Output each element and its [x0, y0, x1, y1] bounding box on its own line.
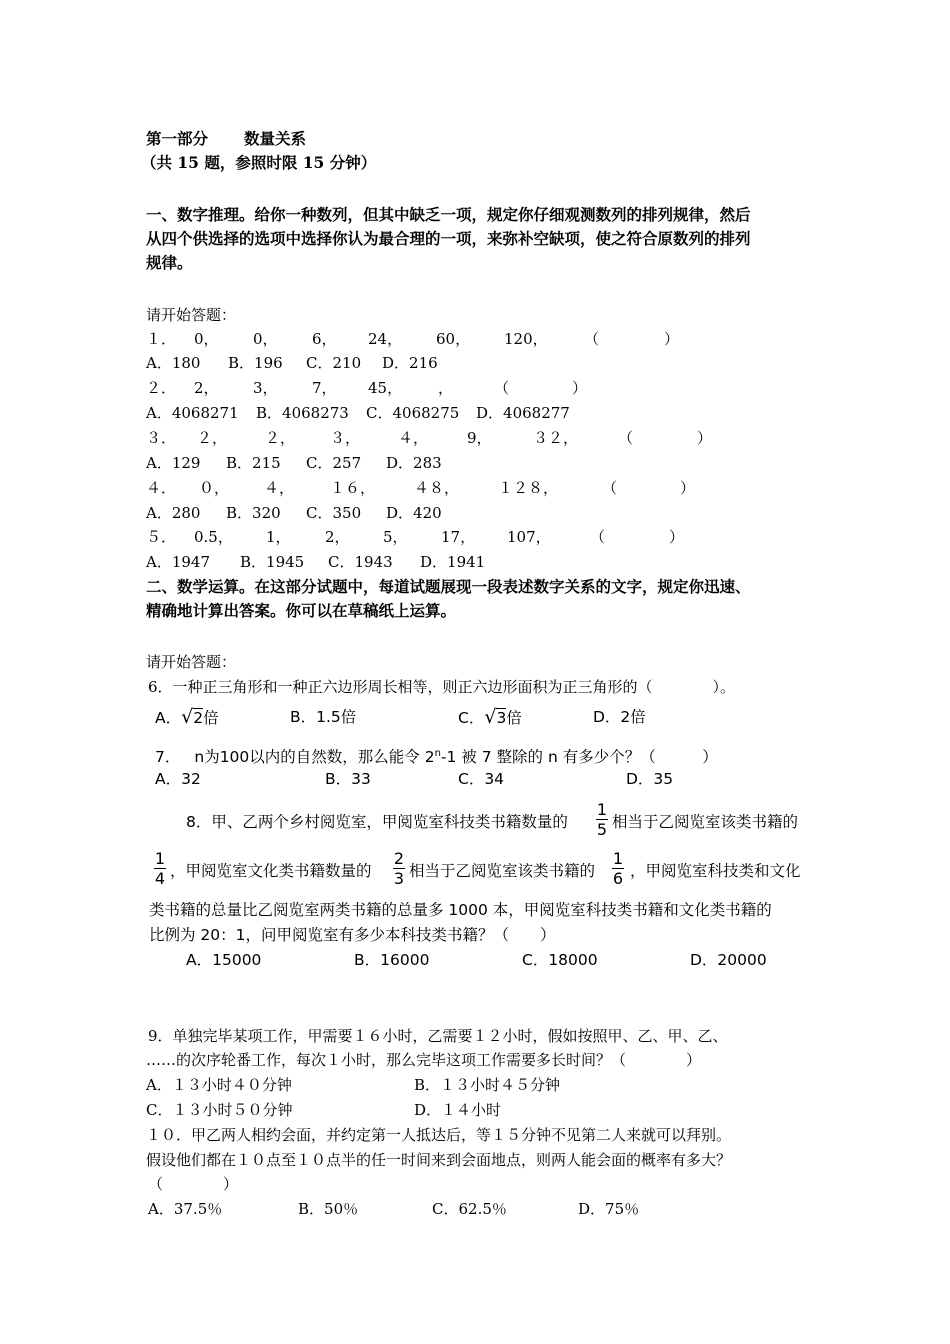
option-d: D．20000: [690, 951, 767, 969]
option-b: B．196: [228, 354, 283, 372]
option-a-label: A．: [155, 709, 182, 727]
question-number: 7．: [155, 748, 181, 767]
option-c: C．257: [306, 454, 362, 472]
option-c: C．62.5％: [432, 1200, 507, 1218]
fraction-1-4: [154, 850, 166, 887]
question-7-text-b: -1 被 7 整除的 n 有多少个？（ ）: [440, 748, 718, 767]
question-9-line2: ……的次序轮番工作，每次１小时，那么完毕这项工作需要多长时间？（ ）: [146, 1051, 702, 1069]
answer-bracket-open: （: [584, 330, 600, 348]
answer-bracket-close: ）: [697, 429, 713, 447]
option-d: D．216: [382, 354, 438, 372]
option-a: A．32: [155, 770, 201, 788]
option-a: [155, 707, 219, 728]
question-number: ５．: [146, 528, 177, 546]
question-number: ４．: [146, 479, 177, 497]
numerator: 1: [612, 849, 624, 868]
option-d: D．283: [386, 454, 442, 472]
sequence-term: 6，: [312, 330, 337, 348]
option-a: A．180: [146, 354, 201, 372]
part2-instruction-line1: 二、数学运算。在这部分试题中，每道试题展现一段表述数字关系的文字，规定你迅速、: [146, 577, 751, 596]
sequence-term: 0，: [253, 330, 278, 348]
denominator: 6: [612, 869, 624, 888]
denominator: 3: [393, 869, 405, 888]
answer-bracket-open: （: [590, 528, 606, 546]
numerator: 1: [596, 800, 608, 819]
sequence-term: ４，: [264, 479, 295, 497]
option-a: A．280: [146, 504, 201, 522]
question-8-line2-a: ，甲阅览室文化类书籍数量的: [170, 862, 372, 880]
part-title: [146, 129, 306, 149]
option-a-radicand: 2: [193, 709, 204, 727]
option-a: A．4068271: [146, 404, 239, 422]
answer-bracket-open: （: [494, 379, 510, 397]
sequence-term: ０，: [199, 479, 230, 497]
option-d: D．1941: [420, 553, 486, 571]
sequence-term: １２８，: [498, 479, 559, 497]
question-number: １．: [146, 330, 177, 348]
question-number: ２．: [146, 379, 177, 397]
sequence-term: ４，: [398, 429, 429, 447]
sequence-term: 17，: [441, 528, 476, 546]
part1-instruction-line3: 规律。: [146, 253, 193, 272]
option-b: B．１３小时４５分钟: [414, 1076, 561, 1094]
option-c-suffix: 倍: [506, 709, 522, 727]
option-a: A．1947: [146, 553, 211, 571]
sequence-term: ２，: [265, 429, 296, 447]
question-9-line1: 9．单独完毕某项工作，甲需要１６小时，乙需要１２小时，假如按照甲、乙、甲、乙、: [148, 1027, 728, 1045]
sequence-blank: ，: [438, 379, 454, 397]
option-a: A．129: [146, 454, 201, 472]
time-note: （共 15 题，参照时限 15 分钟）: [141, 153, 377, 172]
sequence-term: ４８，: [414, 479, 460, 497]
option-d: D．2倍: [593, 708, 646, 726]
option-c: C．1943: [328, 553, 393, 571]
option-b: B．1.5倍: [290, 708, 357, 726]
part1-instruction-line1: 一、数字推理。给你一种数列，但其中缺乏一项，规定你仔细观测数列的排列规律，然后: [146, 205, 751, 224]
option-b: B．4068273: [256, 404, 349, 422]
sequence-term: ３２，: [533, 429, 579, 447]
option-a: A．37.5％: [148, 1200, 223, 1218]
option-d: D．420: [386, 504, 442, 522]
fraction-1-5: [596, 801, 608, 838]
sequence-term: 3，: [253, 379, 278, 397]
sequence-term: 0.5，: [194, 528, 233, 546]
denominator: 5: [596, 820, 608, 839]
question-8-line1: 8．甲、乙两个乡村阅览室，甲阅览室科技类书籍数量的: [186, 813, 568, 831]
sequence-term: 120，: [504, 330, 548, 348]
sequence-term: 2，: [194, 379, 219, 397]
answer-bracket-close: ）: [664, 330, 680, 348]
option-c: C．210: [306, 354, 362, 372]
question-8-line1-end: 相当于乙阅览室该类书籍的: [612, 813, 799, 831]
fraction-1-6: [612, 850, 624, 887]
option-b: B．16000: [354, 951, 430, 969]
question-6-text: 6．一种正三角形和一种正六边形周长相等，则正六边形面积为正三角形的（ ）。: [148, 678, 736, 696]
sequence-term: 7，: [312, 379, 337, 397]
question-10-line1: １０．甲乙两人相约会面，并约定第一人抵达后，等１５分钟不见第二人来就可以拜别。: [146, 1126, 732, 1144]
sequence-term: 5，: [383, 528, 408, 546]
question-8-line4: 比例为 20：1，问甲阅览室有多少本科技类书籍？（ ）: [149, 926, 556, 944]
sequence-term: 2，: [325, 528, 350, 546]
part-label: 第一部分: [146, 129, 209, 148]
option-c: C．34: [458, 770, 505, 788]
sequence-term: 9，: [467, 429, 492, 447]
question-7-text: [155, 744, 718, 767]
answer-bracket-close: ）: [669, 528, 685, 546]
part2-start-prompt: 请开始答题：: [146, 653, 237, 671]
sequence-term: 60，: [436, 330, 471, 348]
option-c: C．18000: [522, 951, 598, 969]
section-label: 数量关系: [244, 129, 307, 148]
numerator: 2: [393, 849, 405, 868]
sequence-term: 24，: [368, 330, 403, 348]
sequence-term: 107，: [507, 528, 551, 546]
denominator: 4: [154, 869, 166, 888]
option-c: C．350: [306, 504, 362, 522]
exponent: n: [434, 748, 441, 759]
question-8-line2-c: ，甲阅览室科技类和文化: [630, 862, 801, 880]
answer-bracket-close: ）: [680, 479, 696, 497]
question-10-line2: 假设他们都在１０点至１０点半的任一时间来到会面地点，则两人能会面的概率有多大？: [146, 1151, 732, 1169]
option-b: B．50％: [298, 1200, 359, 1218]
question-8-line2-b: 相当于乙阅览室该类书籍的: [409, 862, 596, 880]
option-b: B．215: [226, 454, 281, 472]
option-d: D．75％: [578, 1200, 640, 1218]
option-c: [458, 707, 522, 728]
option-d: D．１４小时: [414, 1101, 502, 1119]
part2-instruction-line2: 精确地计算出答案。你可以在草稿纸上运算。: [146, 601, 457, 620]
question-10-bracket: （ ）: [148, 1175, 239, 1193]
option-c: C．１３小时５０分钟: [146, 1101, 293, 1119]
option-b: B．1945: [240, 553, 305, 571]
fraction-2-3: [393, 850, 405, 887]
answer-bracket-open: （: [602, 479, 618, 497]
option-c-label: C．: [458, 709, 485, 727]
question-number: ３．: [146, 429, 177, 447]
sequence-term: ３，: [330, 429, 361, 447]
question-8-line3: 类书籍的总量比乙阅览室两类书籍的总量多 1000 本，甲阅览室科技类书籍和文化类书籍的: [149, 901, 772, 919]
option-a-suffix: 倍: [203, 709, 219, 727]
sequence-term: １６，: [330, 479, 376, 497]
sequence-term: 0，: [194, 330, 219, 348]
answer-bracket-close: ）: [572, 379, 588, 397]
option-b: B．320: [226, 504, 281, 522]
option-a: A．15000: [186, 951, 262, 969]
option-c-radicand: 3: [496, 709, 507, 727]
sqrt-icon: √: [181, 706, 194, 728]
numerator: 1: [154, 849, 166, 868]
sequence-term: 45，: [368, 379, 403, 397]
option-d: D．35: [626, 770, 674, 788]
option-c: C．4068275: [366, 404, 460, 422]
part1-instruction-line2: 从四个供选择的选项中选择你认为最合理的一项，来弥补空缺项，使之符合原数列的排列: [146, 229, 751, 248]
answer-bracket-open: （: [618, 429, 634, 447]
question-7-text-a: n为100以内的自然数，那么能令 2: [194, 748, 435, 767]
part1-start-prompt: 请开始答题：: [146, 306, 237, 324]
sequence-term: ２，: [197, 429, 228, 447]
option-a: A．１３小时４０分钟: [146, 1076, 292, 1094]
option-b: B．33: [325, 770, 371, 788]
sqrt-icon: √: [484, 706, 497, 728]
sequence-term: 1，: [266, 528, 291, 546]
option-d: D．4068277: [476, 404, 570, 422]
